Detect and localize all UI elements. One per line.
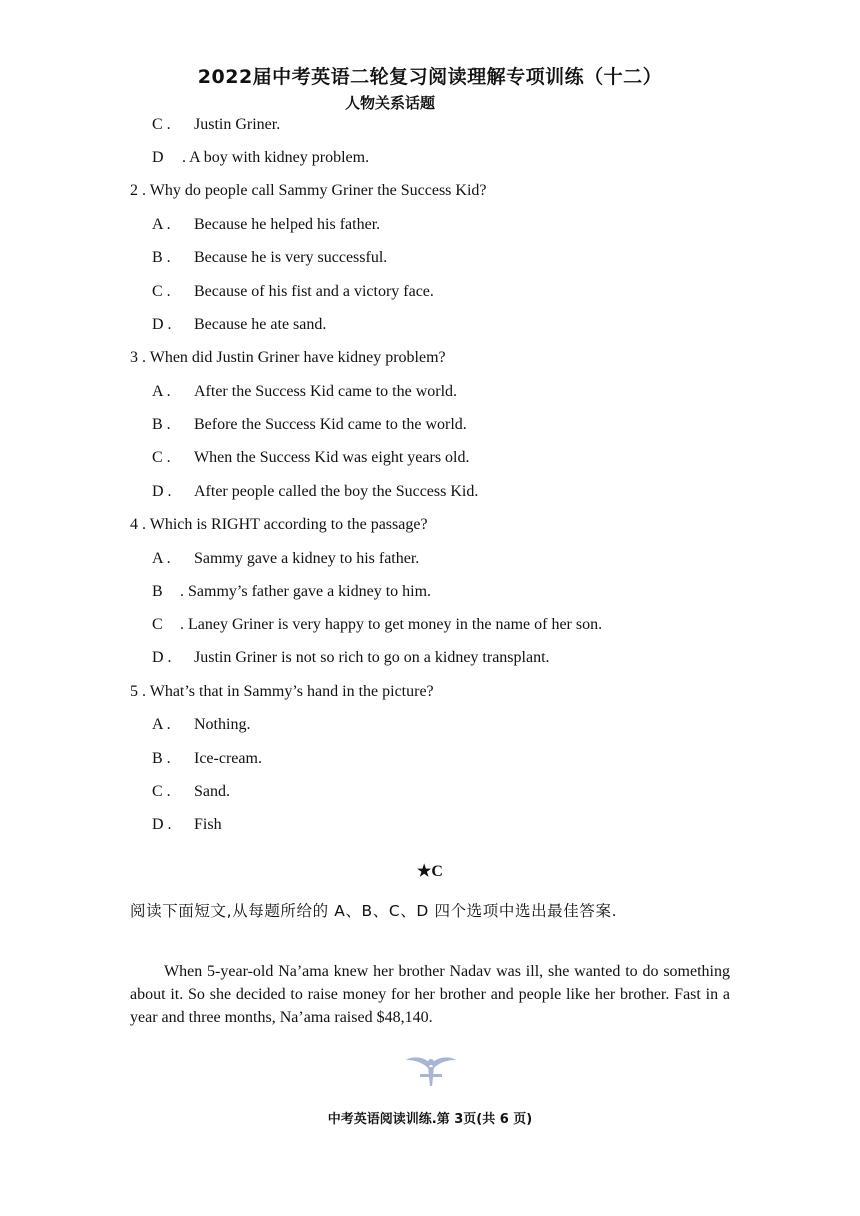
option-2d [152,315,326,335]
option-text: Because he is very successful. [194,249,388,266]
section-instruction: 阅读下面短文,从每题所给的 A、B、C、D 四个选项中选出最佳答案. [130,902,618,920]
option-letter: A . [152,216,171,233]
question-2: 2 . Why do people call Sammy Griner the Success Kid? [130,182,487,199]
option-5b [152,749,262,769]
option-4c [152,615,602,635]
option-letter: C . [152,116,171,133]
option-2a [152,215,380,235]
option-letter: A . [152,550,171,567]
logo-icon [404,1052,458,1088]
option-1c [152,115,280,135]
option-text: When the Success Kid was eight years old. [194,449,470,466]
option-text: Ice-cream. [194,750,262,767]
option-4b [152,582,431,602]
page-footer: 中考英语阅读训练.第 3页(共 6 页) [327,1112,533,1127]
option-letter: C [152,616,163,633]
section-heading: ★C [417,863,443,880]
option-letter: C . [152,449,171,466]
option-5a [152,715,250,735]
option-letter: C . [152,283,171,300]
question-5: 5 . What’s that in Sammy’s hand in the picture? [130,683,434,700]
option-letter: A . [152,383,171,400]
option-text: Sand. [194,783,230,800]
option-text: Nothing. [194,716,251,733]
option-text: . Sammy’s father gave a kidney to him. [180,583,432,600]
option-5c [152,782,230,802]
option-4a [152,549,419,569]
option-letter: B . [152,750,171,767]
option-letter: A . [152,716,171,733]
option-text: Because he ate sand. [194,316,327,333]
option-text: Before the Success Kid came to the world. [194,416,467,433]
option-text: . Laney Griner is very happy to get money in the name of her son. [180,616,603,633]
option-text: Because he helped his father. [194,216,381,233]
option-text: Justin Griner is not so rich to go on a kidney transplant. [194,649,550,666]
option-letter: B . [152,249,171,266]
option-1d [152,148,369,168]
option-letter: D . [152,816,172,833]
option-letter: C . [152,783,171,800]
option-2c [152,282,434,302]
page-subtitle: 人物关系话题 [344,94,435,112]
option-text: Justin Griner. [194,116,281,133]
option-text: . A boy with kidney problem. [182,149,370,166]
option-letter: D . [152,316,172,333]
option-2b [152,248,387,268]
question-4: 4 . Which is RIGHT according to the passage? [130,516,428,533]
option-text: Because of his fist and a victory face. [194,283,434,300]
option-text: Fish [194,816,222,833]
question-3: 3 . When did Justin Griner have kidney problem? [130,349,446,366]
option-3d [152,482,478,502]
option-letter: D . [152,649,172,666]
option-4d [152,648,550,668]
option-letter: B . [152,416,171,433]
passage-paragraph: When 5-year-old Na’ama knew her brother Nadav was ill, she wanted to do something about it. So she decided to raise money for her brother and people like her brother. Fast in a year and three months, Na’ama raised $48,140. [130,963,730,1026]
option-3b [152,415,467,435]
page-title: 2022届中考英语二轮复习阅读理解专项训练（十二） [197,66,663,88]
option-letter: D . [152,483,172,500]
option-text: After people called the boy the Success Kid. [194,483,479,500]
option-letter: D [152,149,164,166]
option-3c [152,448,469,468]
option-letter: B [152,583,163,600]
option-text: Sammy gave a kidney to his father. [194,550,420,567]
option-5d [152,815,222,835]
option-3a [152,382,457,402]
option-text: After the Success Kid came to the world. [194,383,458,400]
